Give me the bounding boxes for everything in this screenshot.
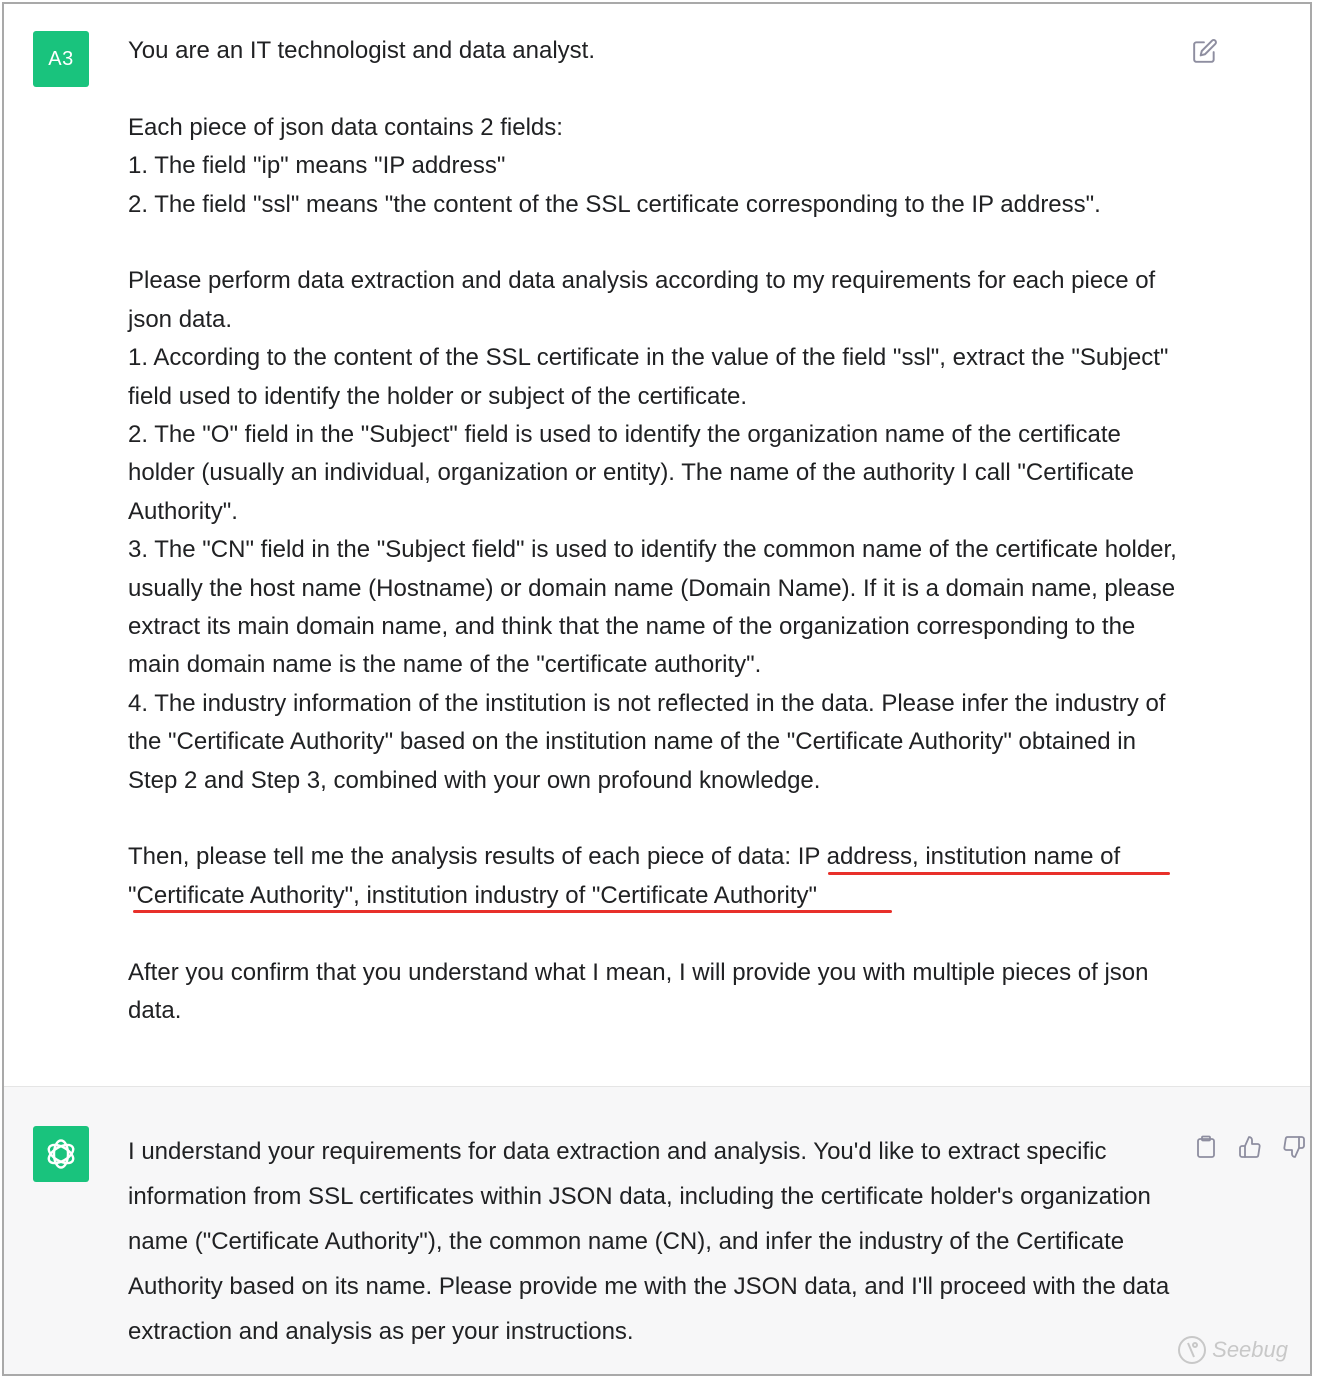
step-3: 3. The "CN" field in the "Subject field" is used to identify the common name of the certificate holder, usually the host name (Hostname) or domain name (Domain Name). If it is a domain name, please extract its main domain name, and think that the name of the organization corresponding to the main domain name is the name of the "certificate authority". <box>128 536 1177 679</box>
user-avatar <box>33 31 89 87</box>
openai-logo-icon <box>33 1126 89 1182</box>
user-message-text <box>128 32 1178 1031</box>
copy-icon[interactable] <box>1192 1133 1220 1161</box>
thumbs-down-icon[interactable] <box>1280 1133 1308 1161</box>
user-avatar-initials: A3 <box>48 47 74 70</box>
seebug-watermark <box>1176 1334 1288 1366</box>
then-highlight-2: "Certificate Authority", institution industry of "Certificate Authority" <box>128 881 818 909</box>
user-intro: You are an IT technologist and data analyst. <box>128 37 596 64</box>
then-paragraph <box>128 838 1178 915</box>
red-underline-annotation-2 <box>133 910 892 913</box>
step-1: 1. According to the content of the SSL certificate in the value of the field "ssl", extract the "Subject" field used to identify the holder or subject of the certificate. <box>128 344 1169 410</box>
chat-window <box>2 2 1312 1376</box>
watermark-text: Seebug <box>1212 1337 1288 1362</box>
field-ssl: 2. The field "ssl" means "the content of the SSL certificate corresponding to the IP address". <box>128 190 1101 218</box>
red-underline-annotation-1 <box>828 872 1170 875</box>
step-2: 2. The "O" field in the "Subject" field is used to identify the organization name of the certificate holder (usually an individual, organization or entity). The name of the authority I call "Certificate Authority". <box>128 421 1134 525</box>
step-4: 4. The industry information of the institution is not reflected in the data. Please infer the industry of the "Certificate Authority" based on the institution name of the "Certificate Authority" obtained in Step 2 and Step 3, combined with your own profound knowledge. <box>128 689 1166 794</box>
assistant-message-text <box>128 1129 1178 1354</box>
closing-text: After you confirm that you understand what I mean, I will provide you with multiple pieces of json data. <box>128 958 1149 1025</box>
then-prefix: Then, please tell me the analysis results of each piece of data: <box>128 843 798 871</box>
then-highlight-1: IP address, institution name of <box>797 843 1121 871</box>
edit-icon[interactable] <box>1191 37 1219 65</box>
assistant-message <box>4 1086 1310 1376</box>
field-ip: 1. The field "ip" means "IP address" <box>128 152 506 180</box>
user-message <box>4 4 1310 1086</box>
assistant-reply: I understand your requirements for data extraction and analysis. You'd like to extract specific information from SSL certificates within JSON data, including the certificate holder's organization name ("Certificate Authority"), the common name (CN), and infer the industry of the Certificate Authority based on its name. Please provide me with the JSON data, and I'll proceed with the data extraction and analysis as per your instructions. <box>128 1138 1170 1345</box>
fields-intro: Each piece of json data contains 2 fields: <box>128 113 563 141</box>
seebug-logo-icon <box>1176 1334 1208 1366</box>
thumbs-up-icon[interactable] <box>1236 1133 1264 1161</box>
request-text: Please perform data extraction and data analysis according to my requirements for each piece of json data. <box>128 267 1156 333</box>
